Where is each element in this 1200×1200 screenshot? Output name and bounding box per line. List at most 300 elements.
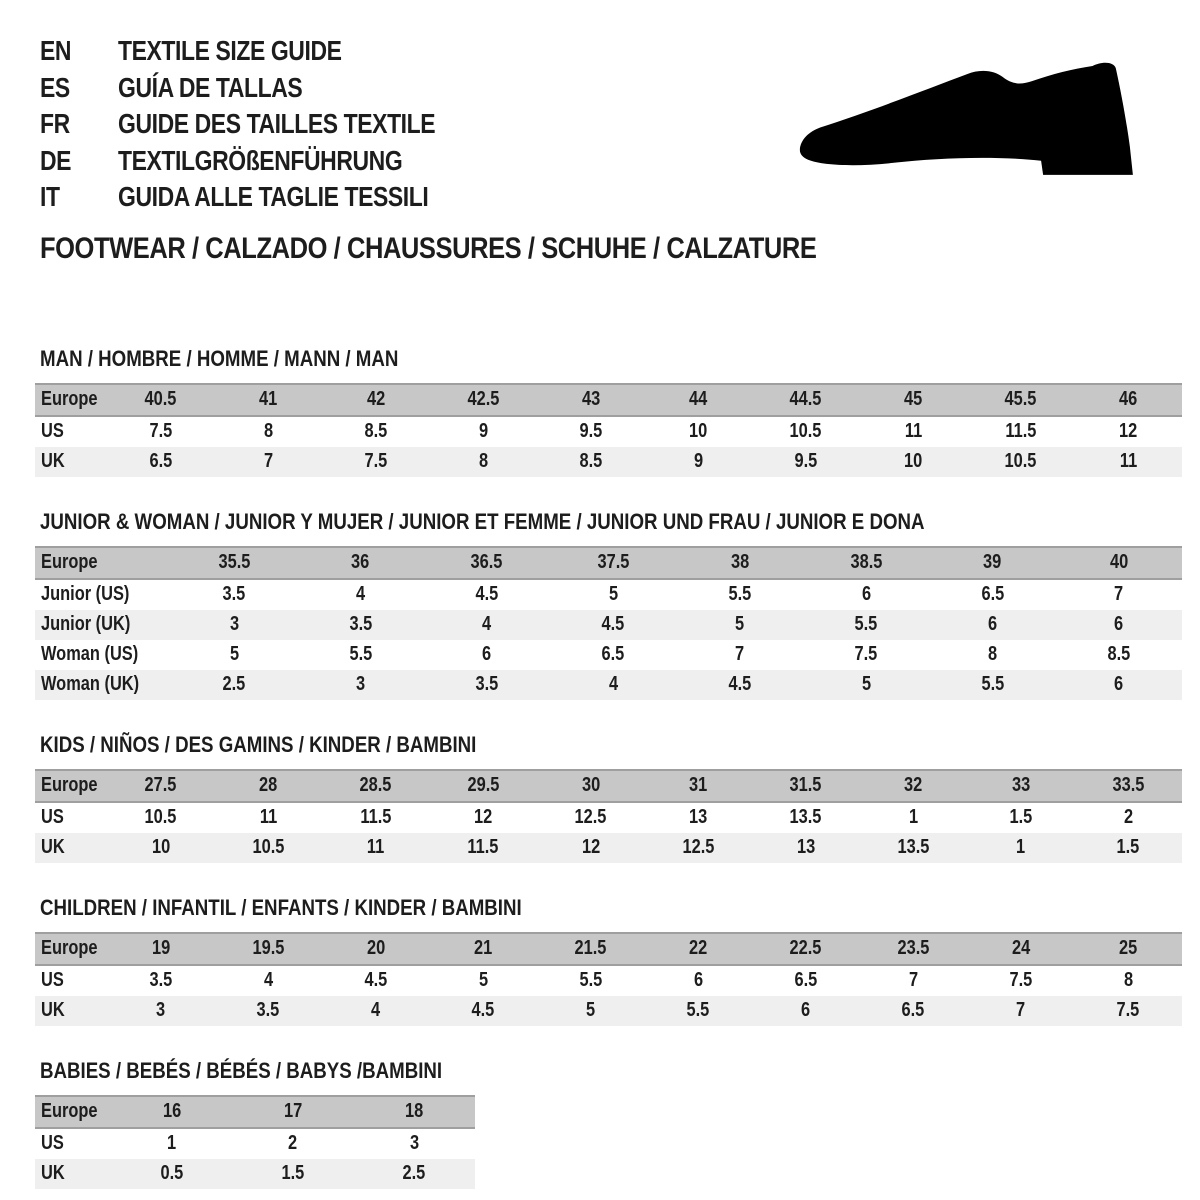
size-cell (803, 640, 929, 670)
size-cell (860, 965, 968, 996)
size-cell (860, 384, 968, 416)
size-cell-value: 6.5 (794, 969, 818, 991)
size-cell-value: 5.5 (686, 999, 710, 1021)
size-cell (297, 547, 423, 579)
row-label (35, 640, 171, 670)
size-cell (752, 802, 860, 833)
size-cell (232, 1096, 353, 1128)
size-cell (645, 965, 753, 996)
size-cell-value: 5 (478, 969, 488, 991)
size-cell-value: 6 (987, 613, 997, 635)
size-cell (111, 1128, 232, 1159)
size-cell (322, 384, 430, 416)
table-title-man (40, 345, 1200, 371)
table-title-text: CHILDREN / INFANTIL / ENFANTS / KINDER / BAMBINI (40, 894, 522, 920)
row-label (35, 1096, 111, 1128)
row-label (35, 1128, 111, 1159)
size-row-woman-uk (35, 670, 1182, 700)
size-cell (322, 833, 430, 863)
row-label (35, 965, 107, 996)
size-cell-value: 37.5 (597, 551, 630, 573)
size-row-junior-uk (35, 610, 1182, 640)
size-cell-value: 30 (581, 774, 600, 796)
size-cell (215, 416, 323, 447)
size-cell (424, 610, 550, 640)
size-cell (537, 965, 645, 996)
size-cell-value: 28.5 (359, 774, 392, 796)
size-cell (967, 965, 1075, 996)
language-code-text: EN (40, 35, 72, 67)
size-cell-value: 7 (263, 450, 273, 472)
size-cell-value: 8.5 (364, 420, 388, 442)
size-table-section-kids (40, 731, 1200, 863)
size-cell-value: 6.5 (981, 583, 1004, 605)
size-cell (107, 770, 215, 802)
size-cell (171, 640, 297, 670)
size-cell-value: 9.5 (579, 420, 603, 442)
size-cell-value: 33 (1011, 774, 1030, 796)
size-cell-value: 4.5 (471, 999, 495, 1021)
size-cell (752, 933, 860, 965)
size-row-us (35, 802, 1182, 833)
size-cell (171, 579, 297, 610)
size-cell-value: 7.5 (1116, 999, 1140, 1021)
size-cell (430, 833, 538, 863)
size-cell-value: 7.5 (149, 420, 173, 442)
size-cell (107, 933, 215, 965)
language-title-text: TEXTILGRÖßENFÜHRUNG (118, 144, 403, 176)
size-cell (232, 1128, 353, 1159)
row-label (35, 547, 171, 579)
size-cell (107, 965, 215, 996)
row-label (35, 579, 171, 610)
size-cell-value: 4 (482, 613, 492, 635)
size-cell (537, 996, 645, 1026)
size-cell-value: 11 (904, 420, 922, 442)
language-title (118, 108, 505, 140)
size-cell-value: 12.5 (574, 806, 607, 828)
size-cell (1056, 610, 1182, 640)
size-table-babies (35, 1095, 475, 1189)
size-row-uk (35, 1159, 475, 1189)
language-title-text: TEXTILE SIZE GUIDE (118, 35, 342, 67)
size-table-section-babies (40, 1057, 1200, 1189)
size-cell (171, 547, 297, 579)
size-row-europe (35, 933, 1182, 965)
language-code (40, 145, 118, 177)
size-row-us (35, 965, 1182, 996)
row-label (35, 1159, 111, 1189)
size-cell (860, 933, 968, 965)
size-cell (215, 965, 323, 996)
size-row-uk (35, 447, 1182, 477)
size-cell-value: 12 (581, 836, 600, 858)
size-cell (752, 770, 860, 802)
size-cell (215, 447, 323, 477)
size-cell (354, 1159, 475, 1189)
size-cell-value: 3 (356, 673, 366, 695)
size-cell-value: 31.5 (789, 774, 822, 796)
size-cell-value: 13.5 (789, 806, 822, 828)
size-cell-value: 0.5 (160, 1162, 184, 1184)
size-cell (430, 802, 538, 833)
size-cell (752, 833, 860, 863)
size-cell (537, 447, 645, 477)
size-cell (929, 670, 1055, 700)
row-label (35, 416, 107, 447)
shoe-icon (798, 60, 1146, 198)
size-cell-value: 19 (151, 937, 170, 959)
size-cell (967, 833, 1075, 863)
size-cell-value: 1.5 (1116, 836, 1140, 858)
guide-header (40, 33, 1200, 266)
size-cell-value: 12 (474, 806, 493, 828)
table-title-text: BABIES / BEBÉS / BÉBÉS / BABYS /BAMBINI (40, 1057, 443, 1083)
size-table-section-children (40, 894, 1200, 1026)
size-cell-value: 20 (366, 937, 385, 959)
size-cell (537, 770, 645, 802)
row-label-text: Woman (US) (41, 643, 139, 665)
size-cell-value: 5 (735, 613, 745, 635)
size-cell-value: 7 (1114, 583, 1124, 605)
size-cell-value: 31 (689, 774, 708, 796)
size-cell (1056, 547, 1182, 579)
size-cell (752, 965, 860, 996)
size-cell (107, 416, 215, 447)
size-cell (967, 384, 1075, 416)
language-code-text: ES (40, 71, 70, 103)
size-table-junior-woman (35, 546, 1182, 700)
size-cell-value: 33.5 (1112, 774, 1145, 796)
row-label-text: Woman (UK) (41, 673, 140, 695)
size-cell-value: 44.5 (789, 388, 822, 410)
size-cell-value: 12 (1119, 420, 1138, 442)
size-cell-value: 6 (801, 999, 811, 1021)
size-cell-value: 10.5 (789, 420, 822, 442)
size-cell (297, 610, 423, 640)
size-cell (430, 416, 538, 447)
size-cell (1075, 833, 1183, 863)
size-cell (107, 833, 215, 863)
size-cell-value: 16 (162, 1100, 181, 1122)
language-code (40, 108, 118, 140)
row-label (35, 802, 107, 833)
size-cell (215, 384, 323, 416)
row-label (35, 933, 107, 965)
size-row-woman-us (35, 640, 1182, 670)
size-cell (322, 447, 430, 477)
size-cell-value: 10.5 (144, 806, 177, 828)
size-cell (111, 1096, 232, 1128)
size-cell-value: 13 (689, 806, 708, 828)
size-cell (1075, 416, 1183, 447)
size-cell (1075, 384, 1183, 416)
size-cell (803, 670, 929, 700)
size-cell (803, 547, 929, 579)
size-cell-value: 4.5 (364, 969, 388, 991)
size-cell-value: 24 (1011, 937, 1030, 959)
size-cell-value: 40.5 (144, 388, 177, 410)
size-cell (752, 447, 860, 477)
size-tables (40, 345, 1200, 1189)
row-label (35, 670, 171, 700)
size-cell (860, 770, 968, 802)
size-cell (424, 670, 550, 700)
size-cell-value: 22 (689, 937, 708, 959)
size-cell (111, 1159, 232, 1189)
size-cell-value: 42 (366, 388, 385, 410)
size-cell-value: 41 (259, 388, 278, 410)
size-cell-value: 5.5 (854, 613, 878, 635)
language-title-text: GUIDE DES TAILLES TEXTILE (118, 108, 436, 140)
size-cell (430, 770, 538, 802)
size-cell (967, 447, 1075, 477)
size-cell-value: 11 (367, 836, 385, 858)
size-cell (430, 996, 538, 1026)
size-cell (967, 770, 1075, 802)
size-cell-value: 9 (693, 450, 703, 472)
size-table-children (35, 932, 1182, 1026)
row-label-text: Europe (41, 774, 98, 796)
row-label (35, 833, 107, 863)
size-cell-value: 4.5 (601, 613, 625, 635)
size-cell (354, 1128, 475, 1159)
size-cell (215, 802, 323, 833)
size-cell (677, 640, 803, 670)
size-cell (1075, 802, 1183, 833)
row-label-text: Europe (41, 937, 98, 959)
size-cell-value: 40 (1109, 551, 1128, 573)
size-cell (1075, 996, 1183, 1026)
size-cell (1075, 447, 1183, 477)
size-cell-value: 4 (608, 673, 618, 695)
row-label-text: Europe (41, 1100, 98, 1122)
size-cell (677, 579, 803, 610)
size-cell (967, 996, 1075, 1026)
size-cell-value: 5 (229, 643, 239, 665)
size-cell-value: 9.5 (794, 450, 818, 472)
size-cell (929, 640, 1055, 670)
language-code (40, 72, 118, 104)
size-cell-value: 35.5 (218, 551, 251, 573)
size-cell-value: 6 (693, 969, 703, 991)
size-cell-value: 19.5 (252, 937, 285, 959)
size-cell-value: 3 (409, 1132, 419, 1154)
size-cell-value: 23.5 (897, 937, 930, 959)
size-cell (645, 996, 753, 1026)
size-cell-value: 10 (151, 836, 170, 858)
size-cell-value: 10.5 (1004, 450, 1037, 472)
language-code (40, 181, 118, 213)
size-cell-value: 7 (1016, 999, 1026, 1021)
size-cell-value: 6.5 (601, 643, 625, 665)
size-cell-value: 38 (730, 551, 749, 573)
size-cell-value: 8 (987, 643, 997, 665)
row-label (35, 610, 171, 640)
size-cell (537, 802, 645, 833)
size-cell-value: 4 (371, 999, 381, 1021)
size-cell-value: 11.5 (467, 836, 499, 858)
size-cell (424, 640, 550, 670)
size-cell-value: 27.5 (144, 774, 177, 796)
size-cell-value: 4 (356, 583, 366, 605)
size-cell (107, 996, 215, 1026)
size-cell-value: 8 (263, 420, 273, 442)
size-cell (297, 640, 423, 670)
row-label-text: Junior (UK) (41, 613, 131, 635)
row-label-text: Europe (41, 551, 98, 573)
language-code-text: FR (40, 108, 70, 140)
size-cell (537, 384, 645, 416)
size-cell (550, 579, 676, 610)
size-cell (752, 416, 860, 447)
size-cell (677, 610, 803, 640)
language-title (118, 145, 465, 177)
size-cell-value: 3 (156, 999, 166, 1021)
table-title-text: MAN / HOMBRE / HOMME / MANN / MAN (40, 345, 399, 371)
size-cell (537, 933, 645, 965)
size-cell-value: 7.5 (854, 643, 878, 665)
size-cell (232, 1159, 353, 1189)
size-row-uk (35, 833, 1182, 863)
size-cell-value: 45.5 (1004, 388, 1037, 410)
size-cell (424, 547, 550, 579)
size-cell-value: 6.5 (149, 450, 173, 472)
size-cell (171, 670, 297, 700)
size-cell (752, 384, 860, 416)
size-row-us (35, 416, 1182, 447)
size-cell (1056, 670, 1182, 700)
size-cell (645, 384, 753, 416)
size-cell-value: 10 (689, 420, 708, 442)
size-cell-value: 36.5 (470, 551, 503, 573)
size-cell-value: 11 (1119, 450, 1137, 472)
size-table-kids (35, 769, 1182, 863)
language-title (118, 181, 496, 213)
table-title-text: JUNIOR & WOMAN / JUNIOR Y MUJER / JUNIOR ET FEMME / JUNIOR UND FRAU / JUNIOR E DONA (40, 508, 925, 534)
size-cell (929, 610, 1055, 640)
size-cell (677, 547, 803, 579)
row-label-text: US (41, 806, 64, 828)
size-cell (645, 770, 753, 802)
size-cell (860, 447, 968, 477)
language-title (118, 35, 391, 67)
row-label-text: UK (41, 836, 65, 858)
size-cell-value: 5.5 (579, 969, 603, 991)
size-cell-value: 1.5 (281, 1162, 305, 1184)
size-cell (430, 965, 538, 996)
size-cell-value: 6.5 (901, 999, 925, 1021)
size-cell-value: 8.5 (579, 450, 603, 472)
row-label (35, 996, 107, 1026)
size-cell-value: 13 (796, 836, 815, 858)
size-cell-value: 3 (229, 613, 239, 635)
category-heading-text: FOOTWEAR / CALZADO / CHAUSSURES / SCHUHE / CALZATURE (40, 231, 817, 265)
size-cell-value: 13.5 (897, 836, 930, 858)
size-cell (929, 547, 1055, 579)
language-title (118, 72, 343, 104)
size-cell-value: 42.5 (467, 388, 500, 410)
size-cell-value: 1 (908, 806, 918, 828)
size-cell-value: 5.5 (981, 673, 1004, 695)
size-cell-value: 7.5 (1009, 969, 1033, 991)
row-label-text: UK (41, 999, 65, 1021)
size-cell (677, 670, 803, 700)
row-label-text: UK (41, 450, 65, 472)
size-cell-value: 5.5 (349, 643, 372, 665)
size-cell (860, 416, 968, 447)
size-cell (645, 833, 753, 863)
table-title-babies (40, 1057, 1200, 1083)
size-cell (860, 833, 968, 863)
table-title-children (40, 894, 1200, 920)
size-cell (322, 770, 430, 802)
size-cell (322, 416, 430, 447)
row-label-text: US (41, 1132, 64, 1154)
size-cell-value: 8 (478, 450, 488, 472)
row-label-text: US (41, 969, 64, 991)
language-code (40, 35, 118, 67)
size-table-man (35, 383, 1182, 477)
size-cell (322, 996, 430, 1026)
row-label-text: Junior (US) (41, 583, 130, 605)
size-cell-value: 4.5 (475, 583, 499, 605)
table-title-text: KIDS / NIÑOS / DES GAMINS / KINDER / BAMBINI (40, 731, 477, 757)
size-cell-value: 17 (283, 1100, 303, 1122)
size-cell-value: 18 (405, 1100, 424, 1122)
size-cell-value: 21 (474, 937, 493, 959)
size-cell (215, 996, 323, 1026)
row-label-text: Europe (41, 388, 98, 410)
size-cell-value: 8 (1123, 969, 1133, 991)
size-cell-value: 5 (608, 583, 618, 605)
size-cell-value: 11.5 (360, 806, 392, 828)
size-cell-value: 4 (263, 969, 273, 991)
size-cell-value: 3.5 (349, 613, 372, 635)
size-cell (430, 933, 538, 965)
size-cell-value: 3.5 (222, 583, 246, 605)
size-cell (297, 670, 423, 700)
size-cell (645, 447, 753, 477)
size-cell-value: 44 (689, 388, 708, 410)
size-cell (215, 833, 323, 863)
size-cell-value: 3.5 (256, 999, 280, 1021)
size-cell (1075, 933, 1183, 965)
size-cell-value: 38.5 (850, 551, 883, 573)
row-label (35, 447, 107, 477)
size-cell (1075, 770, 1183, 802)
size-cell-value: 1.5 (1009, 806, 1033, 828)
size-cell (860, 996, 968, 1026)
size-cell-value: 6 (861, 583, 871, 605)
size-cell (550, 610, 676, 640)
size-cell-value: 36 (351, 551, 370, 573)
size-cell (1056, 579, 1182, 610)
size-cell-value: 5 (586, 999, 596, 1021)
size-cell (1075, 965, 1183, 996)
size-cell-value: 21.5 (574, 937, 607, 959)
size-cell (550, 640, 676, 670)
size-cell (430, 447, 538, 477)
category-heading (40, 232, 1200, 266)
size-cell-value: 39 (983, 551, 1002, 573)
size-cell (430, 384, 538, 416)
size-cell (537, 416, 645, 447)
size-row-uk (35, 996, 1182, 1026)
size-table-section-junior-woman (40, 508, 1200, 700)
size-cell (550, 670, 676, 700)
size-cell (322, 802, 430, 833)
